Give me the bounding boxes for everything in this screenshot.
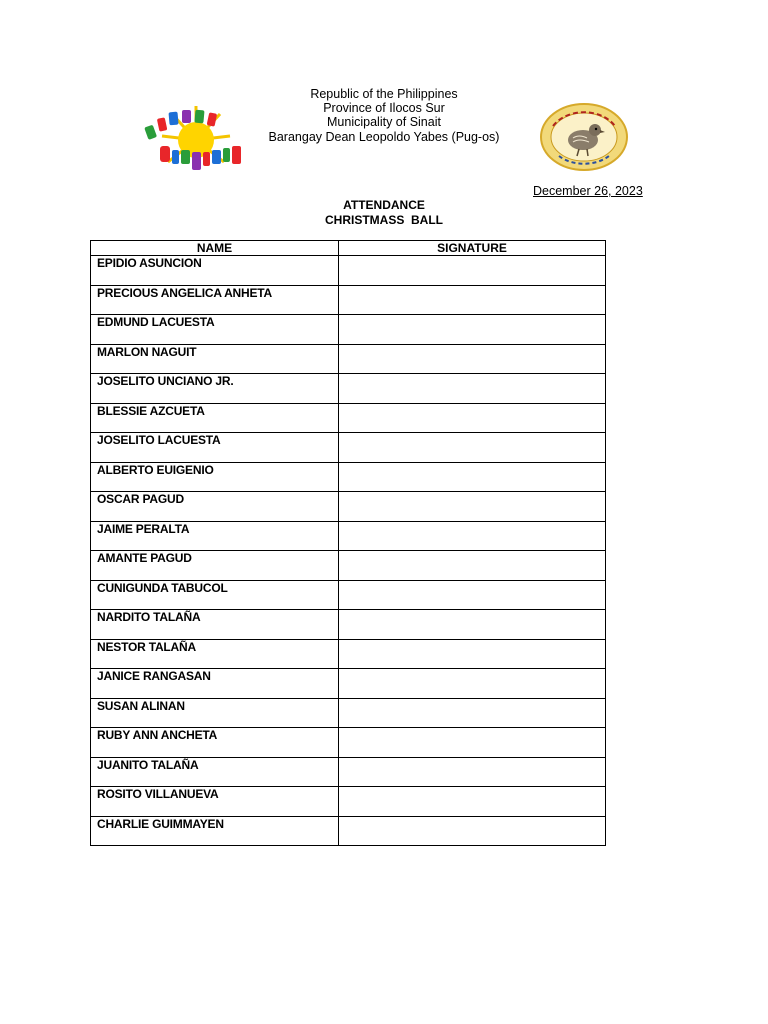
signature-cell (339, 816, 606, 846)
attendee-name: NESTOR TALAÑA (91, 639, 339, 669)
signature-cell (339, 728, 606, 758)
column-header-signature: SIGNATURE (339, 241, 606, 256)
signature-cell (339, 433, 606, 463)
attendee-name: RUBY ANN ANCHETA (91, 728, 339, 758)
signature-cell (339, 521, 606, 551)
header-line-barangay: Barangay Dean Leopoldo Yabes (Pug-os) (268, 129, 500, 144)
table-row (91, 256, 606, 286)
signature-cell (339, 551, 606, 581)
attendee-name: AMANTE PAGUD (91, 551, 339, 581)
table-row (91, 551, 606, 581)
attendance-table (90, 240, 606, 846)
signature-cell (339, 639, 606, 669)
table-row (91, 285, 606, 315)
attendee-name: NARDITO TALAÑA (91, 610, 339, 640)
brgy-pugos-seal-logo (539, 102, 629, 172)
header-line-province: Province of Ilocos Sur (323, 101, 445, 116)
table-row (91, 610, 606, 640)
attendee-name: JOSELITO LACUESTA (91, 433, 339, 463)
attendee-name: ROSITO VILLANUEVA (91, 787, 339, 817)
attendee-name: EDMUND LACUESTA (91, 315, 339, 345)
document-header (0, 87, 768, 144)
table-row (91, 344, 606, 374)
attendee-name: JUANITO TALAÑA (91, 757, 339, 787)
attendee-name: MARLON NAGUIT (91, 344, 339, 374)
signature-cell (339, 698, 606, 728)
table-row (91, 728, 606, 758)
document-title (0, 198, 768, 227)
attendee-name: BLESSIE AZCUETA (91, 403, 339, 433)
table-row (91, 757, 606, 787)
table-row (91, 639, 606, 669)
signature-cell (339, 374, 606, 404)
table-row (91, 698, 606, 728)
table-row (91, 580, 606, 610)
signature-cell (339, 315, 606, 345)
table-row (91, 403, 606, 433)
title-event: CHRISTMASS BALL (325, 212, 443, 227)
table-row (91, 374, 606, 404)
signature-cell (339, 492, 606, 522)
signature-cell (339, 787, 606, 817)
table-row (91, 462, 606, 492)
signature-cell (339, 256, 606, 286)
table-row (91, 315, 606, 345)
header-line-republic: Republic of the Philippines (310, 87, 458, 101)
pugos-seal-graphic (539, 102, 629, 172)
attendee-name: JANICE RANGASAN (91, 669, 339, 699)
table-row (91, 816, 606, 846)
table-header-row (91, 241, 606, 256)
title-attendance: ATTENDANCE (343, 198, 425, 212)
signature-cell (339, 344, 606, 374)
attendee-name: OSCAR PAGUD (91, 492, 339, 522)
attendee-name: CHARLIE GUIMMAYEN (91, 816, 339, 846)
attendee-name: CUNIGUNDA TABUCOL (91, 580, 339, 610)
table-row (91, 492, 606, 522)
signature-cell (339, 757, 606, 787)
attendee-name: JAIME PERALTA (91, 521, 339, 551)
signature-cell (339, 285, 606, 315)
table-row (91, 433, 606, 463)
signature-cell (339, 462, 606, 492)
signature-cell (339, 403, 606, 433)
table-row (91, 787, 606, 817)
attendee-name: PRECIOUS ANGELICA ANHETA (91, 285, 339, 315)
signature-cell (339, 610, 606, 640)
header-line-municipality: Municipality of Sinait (327, 115, 441, 130)
attendee-name: ALBERTO EUIGENIO (91, 462, 339, 492)
attendee-name: EPIDIO ASUNCION (91, 256, 339, 286)
attendee-name: SUSAN ALINAN (91, 698, 339, 728)
table-row (91, 521, 606, 551)
signature-cell (339, 580, 606, 610)
signature-cell (339, 669, 606, 699)
attendee-name: JOSELITO UNCIANO JR. (91, 374, 339, 404)
column-header-name: NAME (91, 241, 339, 256)
table-row (91, 669, 606, 699)
document-date: December 26, 2023 (533, 184, 643, 198)
